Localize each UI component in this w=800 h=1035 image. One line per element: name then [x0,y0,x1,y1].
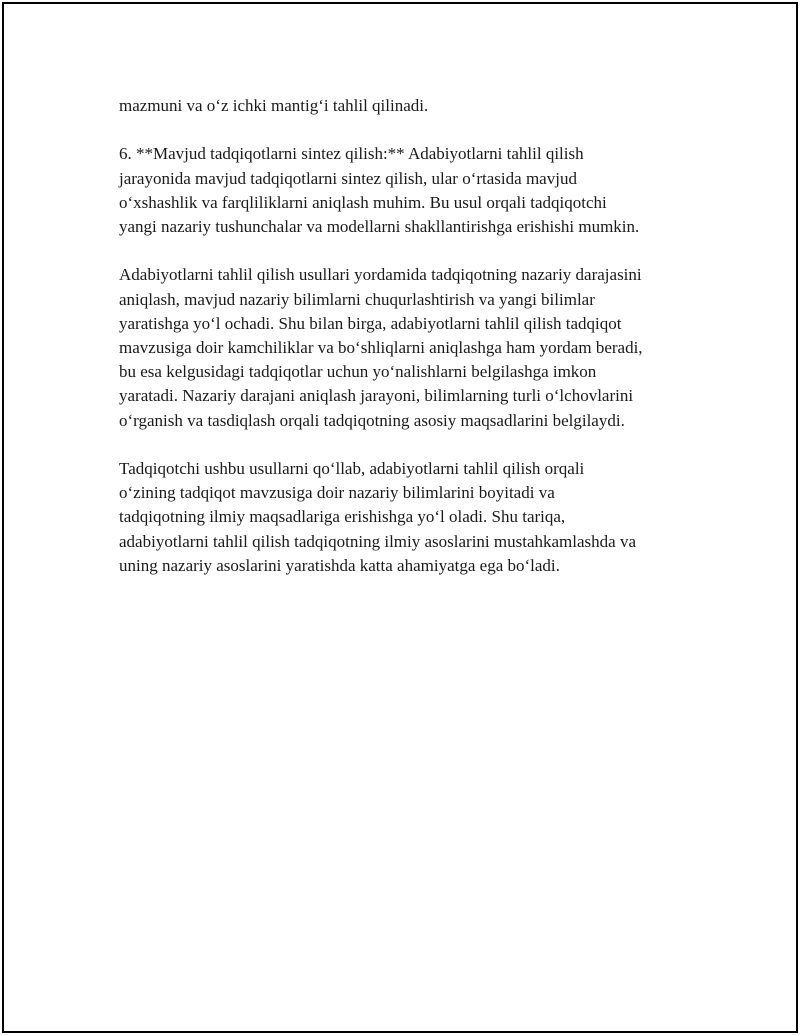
text-line: o‘rganish va tasdiqlash orqali tadqiqotning asosiy maqsadlarini belgilaydi. [119,410,625,430]
text-line: yangi nazariy tushunchalar va modellarni shakllantirishga erishishi mumkin. [119,217,640,236]
paragraph-synthesis [119,142,709,239]
text-line: adabiyotlarni tahlil qilish tadqiqotning ilmiy asoslarini mustahkamlashda va [119,531,636,551]
text-line: o‘xshashlik va farqliliklarni aniqlash muhim. Bu usul orqali tadqiqotchi [119,192,607,212]
text-line: Tadqiqotchi ushbu usullarni qo‘llab, adabiyotlarni tahlil qilish orqali [119,459,585,478]
document-page [2,2,798,1033]
paragraph-methods [119,263,709,432]
text-line: yaratadi. Nazariy darajani aniqlash jarayoni, bilimlarning turli o‘lchovlarini [119,386,634,406]
text-line: Adabiyotlarni tahlil qilish usullari yordamida tadqiqotning nazariy darajasini [119,265,642,285]
paragraph-continuation [119,94,709,118]
text-line: mavzusiga doir kamchiliklar va bo‘shliqlarni aniqlashga ham yordam beradi, [119,338,643,357]
document-body [119,94,709,602]
paragraph-conclusion [119,457,709,578]
text-line: aniqlash, mavjud nazariy bilimlarni chuqurlashtirish va yangi bilimlar [119,289,595,309]
text-line: jarayonida mavjud tadqiqotlarni sintez qilish, ular o‘rtasida mavjud [119,168,577,188]
text-line: 6. **Mavjud tadqiqotlarni sintez qilish:** Adabiyotlarni tahlil qilish [119,144,584,164]
text-line: mazmuni va o‘z ichki mantig‘i tahlil qilinadi. [119,96,429,115]
text-line: o‘zining tadqiqot mavzusiga doir nazariy bilimlarini boyitadi va [119,483,555,503]
text-line: tadqiqotning ilmiy maqsadlariga erishishga yo‘l oladi. Shu tariqa, [119,507,566,527]
text-line: uning nazariy asoslarini yaratishda katta ahamiyatga ega bo‘ladi. [119,555,560,575]
text-line: yaratishga yo‘l ochadi. Shu bilan birga, adabiyotlarni tahlil qilish tadqiqot [119,313,622,333]
text-line: bu esa kelgusidagi tadqiqotlar uchun yo‘nalishlarni belgilashga imkon [119,362,597,382]
